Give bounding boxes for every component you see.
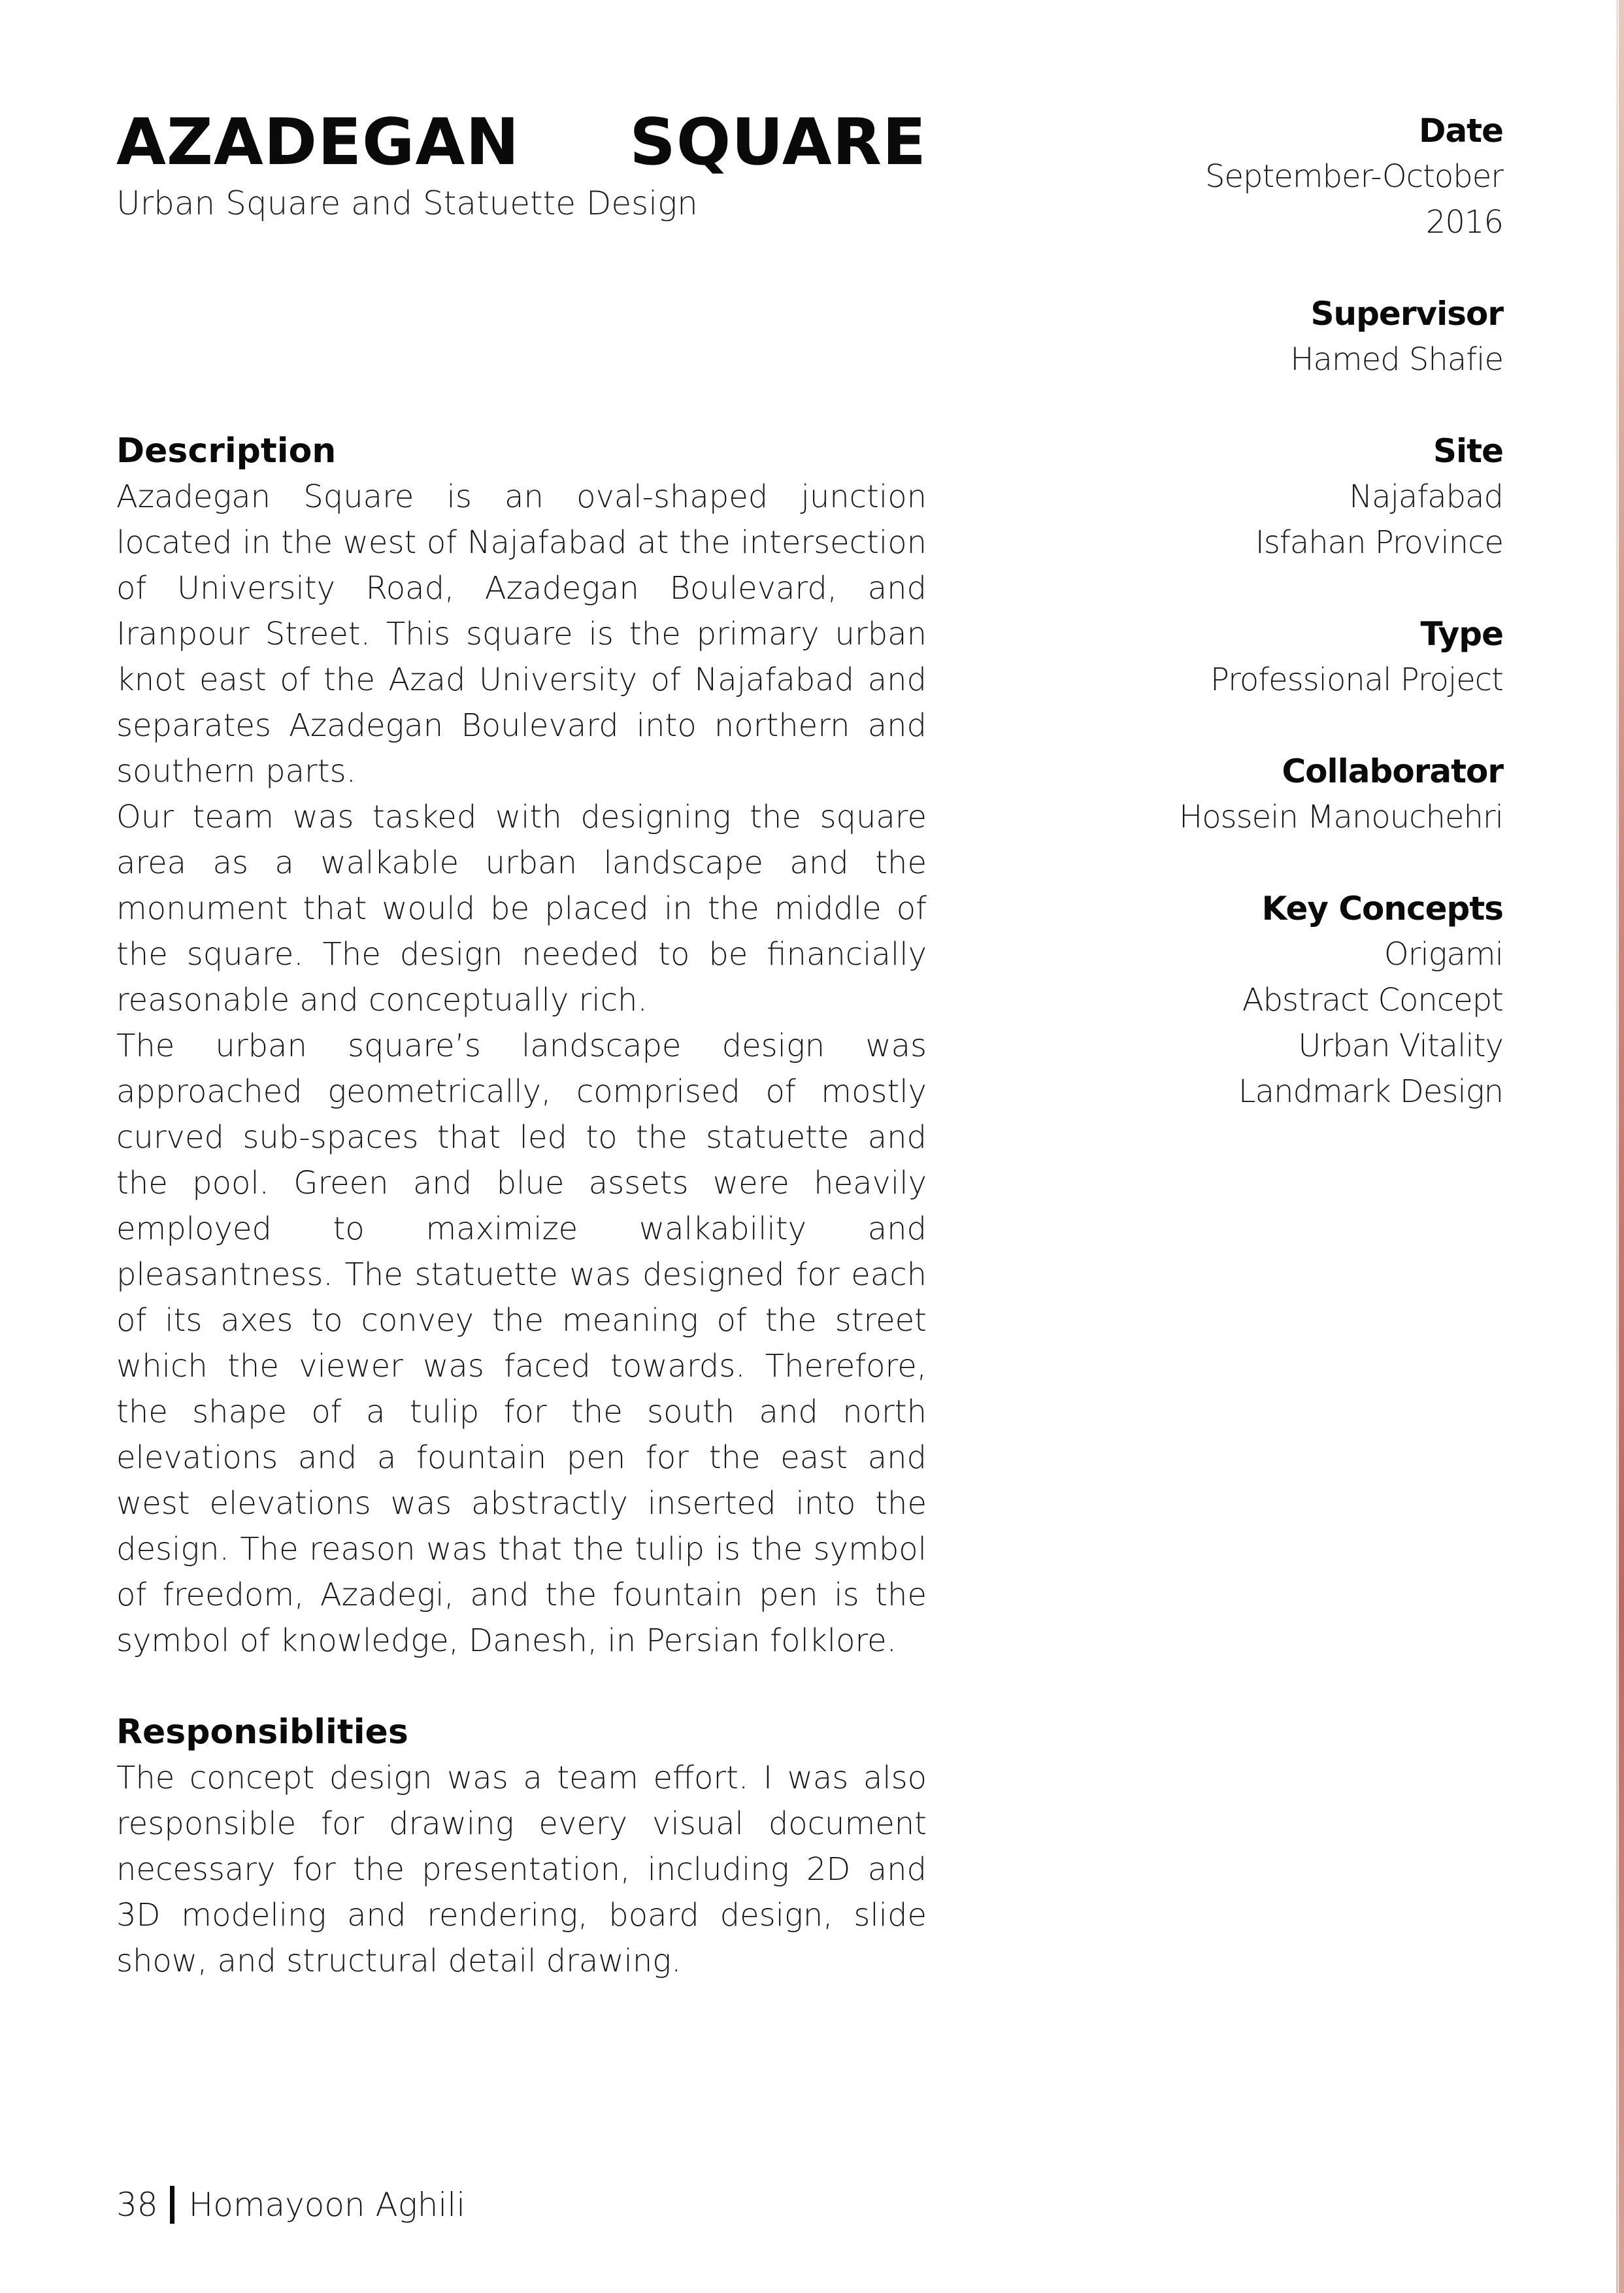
description-paragraph: Azadegan Square is an oval-shaped junction located in the west of Najafabad at the intersection of University Road, Azadegan Boulevard, and Iranpour Street. This square is the primary urban knot east of the Azad University of Najafabad and separates Azadegan Boulevard into northern and southern parts. xyxy=(116,478,927,790)
meta-type xyxy=(1098,611,1503,703)
description-paragraph: The urban square’s landscape design was approached geometrically, comprised of mostly curved sub-spaces that led to the statuette and the pool. Green and blue assets were heavily employed to maximize walkability and pleasantness. The statuette was designed for each of its axes to convey the meaning of the street which the viewer was faced towards. Therefore, the shape of a tulip for the south and north elevations and a fountain pen for the east and west elevations was abstractly inserted into the design. The reason was that the tulip is the symbol of freedom, Azadegi, and the fountain pen is the symbol of knowledge, Danesh, in Persian folklore. xyxy=(116,1028,927,1659)
meta-value: Origami xyxy=(1384,936,1503,973)
meta-value: September-October xyxy=(1205,158,1503,195)
meta-value: Urban Vitality xyxy=(1298,1028,1503,1064)
meta-label: Collaborator xyxy=(1282,752,1503,790)
description-section xyxy=(116,428,927,1664)
page-number: 38 xyxy=(116,2186,158,2224)
meta-label: Site xyxy=(1433,432,1503,470)
meta-value: Isfahan Province xyxy=(1255,524,1503,561)
meta-value: Hossein Manouchehri xyxy=(1179,799,1503,835)
responsibilities-heading: Responsiblities xyxy=(116,1713,408,1752)
description-heading: Description xyxy=(116,431,337,471)
section-spacer xyxy=(116,1664,927,1709)
responsibilities-paragraph: The concept design was a team effort. I was also responsible for drawing every visual document necessary for the presentation, including 2D and 3D modeling and rendering, board design, slide show, and structural detail drawing. xyxy=(116,1760,927,1979)
meta-value: Landmark Design xyxy=(1238,1073,1503,1110)
meta-label: Date xyxy=(1418,112,1503,150)
meta-value: Professional Project xyxy=(1210,661,1503,698)
responsibilities-section xyxy=(116,1709,927,1984)
author-name: Homayoon Aghili xyxy=(188,2186,466,2224)
meta-value: Hamed Shafie xyxy=(1290,341,1503,378)
page-edge-decoration xyxy=(1619,0,1624,2293)
meta-label: Supervisor xyxy=(1310,295,1503,333)
main-content xyxy=(116,428,927,1984)
meta-value: 2016 xyxy=(1425,204,1503,241)
meta-label: Key Concepts xyxy=(1261,890,1503,928)
meta-site xyxy=(1098,428,1503,565)
footer-divider xyxy=(170,2186,174,2224)
project-metadata-sidebar xyxy=(1098,108,1503,1160)
title-word-2: SQUARE xyxy=(629,105,927,180)
meta-supervisor xyxy=(1098,291,1503,382)
page-subtitle: Urban Square and Statuette Design xyxy=(116,184,698,222)
meta-value: Abstract Concept xyxy=(1242,982,1503,1018)
meta-key-concepts xyxy=(1098,886,1503,1114)
page-title xyxy=(116,103,927,182)
meta-date xyxy=(1098,108,1503,245)
description-paragraph: Our team was tasked with designing the square area as a walkable urban landscape and the monument that would be placed in the middle of the square. The design needed to be financially reasonable and conceptually rich. xyxy=(116,799,927,1018)
meta-value: Najafabad xyxy=(1349,478,1503,515)
title-word-1: AZADEGAN xyxy=(116,105,520,180)
page-footer xyxy=(116,2182,465,2228)
meta-collaborator xyxy=(1098,748,1503,840)
meta-label: Type xyxy=(1420,615,1503,653)
